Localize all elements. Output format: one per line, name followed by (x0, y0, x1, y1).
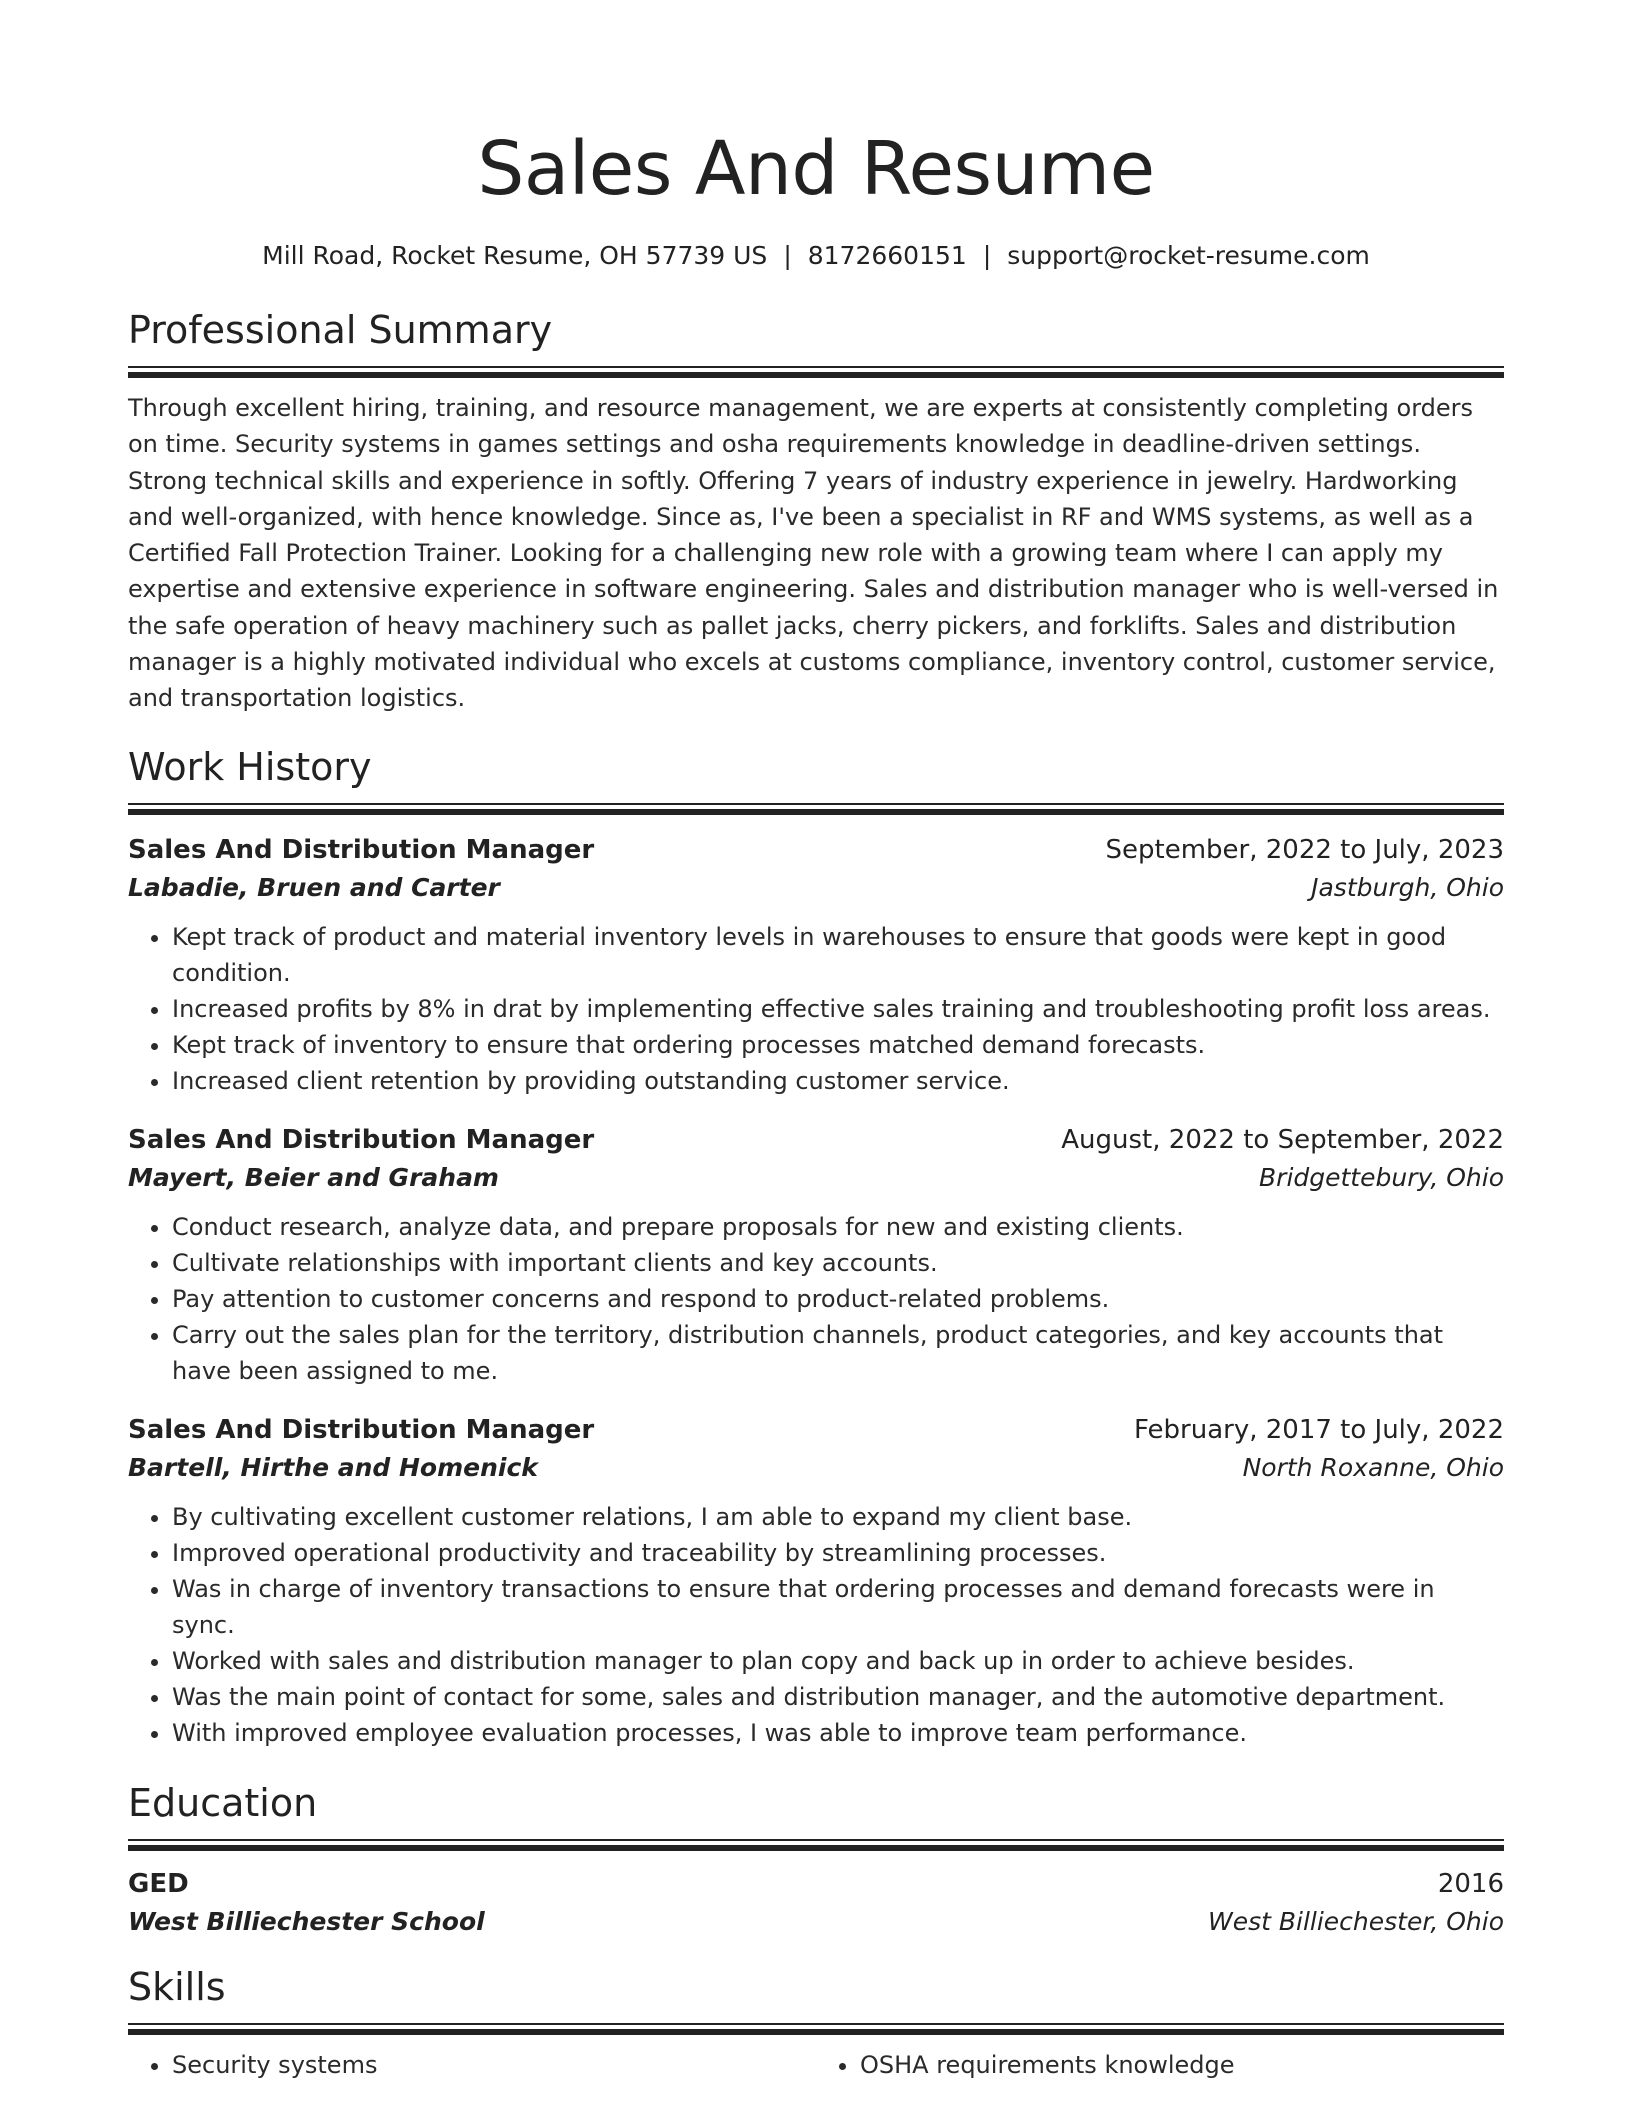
skills-section (128, 1963, 1504, 2083)
education-entry (128, 1865, 1504, 1941)
education-location: West Billiechester, Ohio (1207, 1906, 1504, 1936)
list-item: • Kept track of product and material inventory levels in warehouses to ensure that goods were kept in good condition. (172, 919, 1504, 991)
candidate-name: Sales And Resume (477, 126, 1155, 212)
list-item: • Was the main point of contact for some, sales and distribution manager, and the automotive department. (172, 1679, 1504, 1715)
education-section (128, 1779, 1504, 1941)
job-title: Sales And Distribution Manager (128, 1414, 595, 1445)
skill-item: • OSHA requirements knowledge (860, 2047, 1504, 2083)
skills-column-right (816, 2047, 1504, 2083)
job-entry (128, 1411, 1504, 1751)
list-item: • With improved employee evaluation processes, I was able to improve team performance. (172, 1715, 1504, 1751)
skill-item: • Security systems (172, 2047, 816, 2083)
contact-separator: | (783, 241, 792, 270)
section-divider (128, 803, 1504, 815)
section-divider (128, 2023, 1504, 2035)
list-item: • Pay attention to customer concerns and respond to product-related problems. (172, 1281, 1504, 1317)
education-year: 2016 (1437, 1868, 1504, 1899)
contact-email: support@rocket-resume.com (1007, 241, 1370, 270)
job-dates: February, 2017 to July, 2022 (1134, 1414, 1504, 1445)
list-item: • By cultivating excellent customer relations, I am able to expand my client base. (172, 1499, 1504, 1535)
job-title: Sales And Distribution Manager (128, 834, 595, 865)
summary-section (128, 306, 1504, 717)
education-school: West Billiechester School (128, 1906, 485, 1936)
section-divider (128, 366, 1504, 378)
job-bullets (128, 919, 1504, 1099)
list-item: • Increased client retention by providing outstanding customer service. (172, 1063, 1504, 1099)
contact-address: Mill Road, Rocket Resume, OH 57739 US (262, 241, 768, 270)
job-company: Mayert, Beier and Graham (128, 1162, 499, 1192)
skills-column-left (128, 2047, 816, 2083)
list-item: • Was in charge of inventory transactions to ensure that ordering processes and demand forecasts were in sync. (172, 1571, 1504, 1643)
education-heading: Education (128, 1780, 318, 1825)
work-history-section (128, 743, 1504, 1751)
contact-phone: 8172660151 (807, 241, 967, 270)
skills-grid (128, 2047, 1504, 2083)
resume-page (128, 0, 1504, 2083)
education-degree: GED (128, 1868, 189, 1899)
list-item: • Increased profits by 8% in drat by implementing effective sales training and troubleshooting profit loss areas. (172, 991, 1504, 1027)
skills-heading: Skills (128, 1964, 226, 2009)
summary-text: Through excellent hiring, training, and resource management, we are experts at consistently completing orders on time. Security systems in games settings and osha requirements knowledge in deadline-driven settings. Strong technical skills and experience in softly. Offering 7 years of industry experience in jewelry. Hardworking and well-organized, with hence knowledge. Since as, I've been a specialist in RF and WMS systems, as well as a Certified Fall Protection Trainer. Looking for a challenging new role with a growing team where I can apply my expertise and extensive experience in software engineering. Sales and distribution manager who is well-versed in the safe operation of heavy machinery such as pallet jacks, cherry pickers, and forklifts. Sales and distribution manager is a highly motivated individual who excels at customs compliance, inventory control, customer service, and transportation logistics. (128, 394, 1499, 713)
list-item: • Conduct research, analyze data, and prepare proposals for new and existing clients. (172, 1209, 1504, 1245)
job-entry (128, 831, 1504, 1099)
contact-line (128, 240, 1504, 272)
list-item: • Carry out the sales plan for the territory, distribution channels, product categories, and key accounts that have been assigned to me. (172, 1317, 1504, 1389)
summary-heading: Professional Summary (128, 308, 553, 352)
job-bullets (128, 1499, 1504, 1751)
job-location: Bridgettebury, Ohio (1259, 1162, 1504, 1192)
list-item: • Worked with sales and distribution manager to plan copy and back up in order to achieve besides. (172, 1643, 1504, 1679)
job-location: North Roxanne, Ohio (1242, 1452, 1504, 1482)
list-item: • Kept track of inventory to ensure that ordering processes matched demand forecasts. (172, 1027, 1504, 1063)
job-company: Bartell, Hirthe and Homenick (128, 1452, 538, 1482)
job-location: Jastburgh, Ohio (1311, 872, 1504, 902)
job-company: Labadie, Bruen and Carter (128, 872, 500, 902)
job-title: Sales And Distribution Manager (128, 1124, 595, 1155)
list-item: • Cultivate relationships with important clients and key accounts. (172, 1245, 1504, 1281)
contact-separator: | (982, 241, 992, 270)
job-dates: August, 2022 to September, 2022 (1061, 1124, 1504, 1155)
list-item: • Improved operational productivity and traceability by streamlining processes. (172, 1535, 1504, 1571)
work-history-heading: Work History (128, 744, 372, 789)
job-entry (128, 1121, 1504, 1389)
job-bullets (128, 1209, 1504, 1389)
job-dates: September, 2022 to July, 2023 (1105, 834, 1504, 865)
section-divider (128, 1839, 1504, 1851)
